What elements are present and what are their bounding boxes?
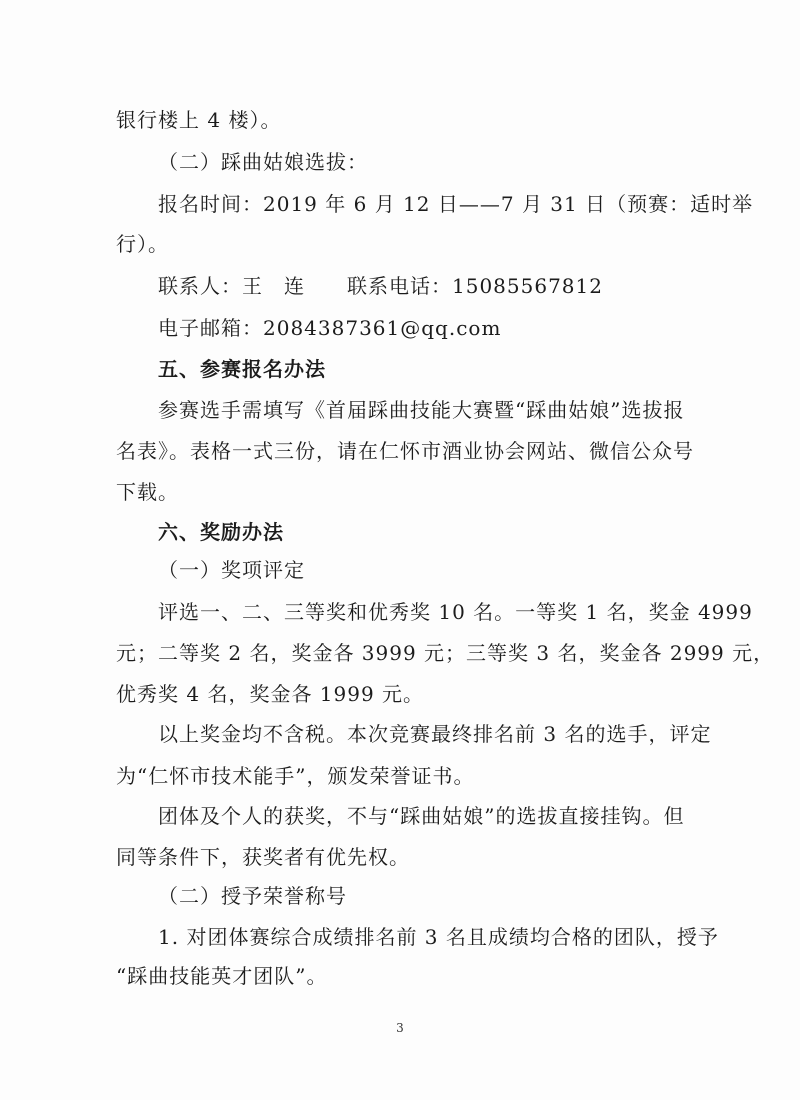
text-line: 银行楼上 4 楼）。 [116, 108, 282, 132]
text-line: 优秀奖 4 名，奖金各 1999 元。 [116, 682, 425, 706]
text-line: 报名时间：2019 年 6 月 12 日——7 月 31 日（预赛：适时举 [158, 192, 754, 216]
text-line: 同等条件下，获奖者有优先权。 [116, 845, 410, 869]
subsection-heading: （二）踩曲姑娘选拔： [158, 150, 368, 174]
page-number: 3 [396, 1021, 404, 1035]
section-heading: 五、参赛报名办法 [158, 357, 326, 381]
text-line: 下载。 [116, 480, 179, 504]
text-line: 参赛选手需填写《首届踩曲技能大赛暨“踩曲姑娘”选拔报 [158, 398, 685, 422]
contact-line: 联系人：王 连 联系电话：15085567812 [158, 274, 603, 298]
text-line: 评选一、二、三等奖和优秀奖 10 名。一等奖 1 名，奖金 4999 [158, 600, 753, 624]
text-line: 为“仁怀市技术能手”，颁发荣誉证书。 [116, 764, 475, 788]
text-line: 元；二等奖 2 名，奖金各 3999 元；三等奖 3 名，奖金各 2999 元， [116, 641, 775, 665]
text-line: 1. 对团体赛综合成绩排名前 3 名且成绩均合格的团队，授予 [158, 925, 719, 949]
text-line: 团体及个人的获奖，不与“踩曲姑娘”的选拔直接挂钩。但 [158, 804, 685, 828]
email-line: 电子邮箱：2084387361@qq.com [158, 316, 502, 340]
section-heading: 六、奖励办法 [158, 520, 284, 544]
subsection-heading: （一）奖项评定 [158, 558, 305, 582]
text-line: 行）。 [116, 232, 169, 256]
text-line: 以上奖金均不含税。本次竞赛最终排名前 3 名的选手，评定 [158, 722, 712, 746]
subsection-heading: （二）授予荣誉称号 [158, 884, 347, 908]
text-line: “踩曲技能英才团队”。 [116, 964, 328, 988]
text-line: 名表》。表格一式三份，请在仁怀市酒业协会网站、微信公众号 [116, 439, 694, 463]
